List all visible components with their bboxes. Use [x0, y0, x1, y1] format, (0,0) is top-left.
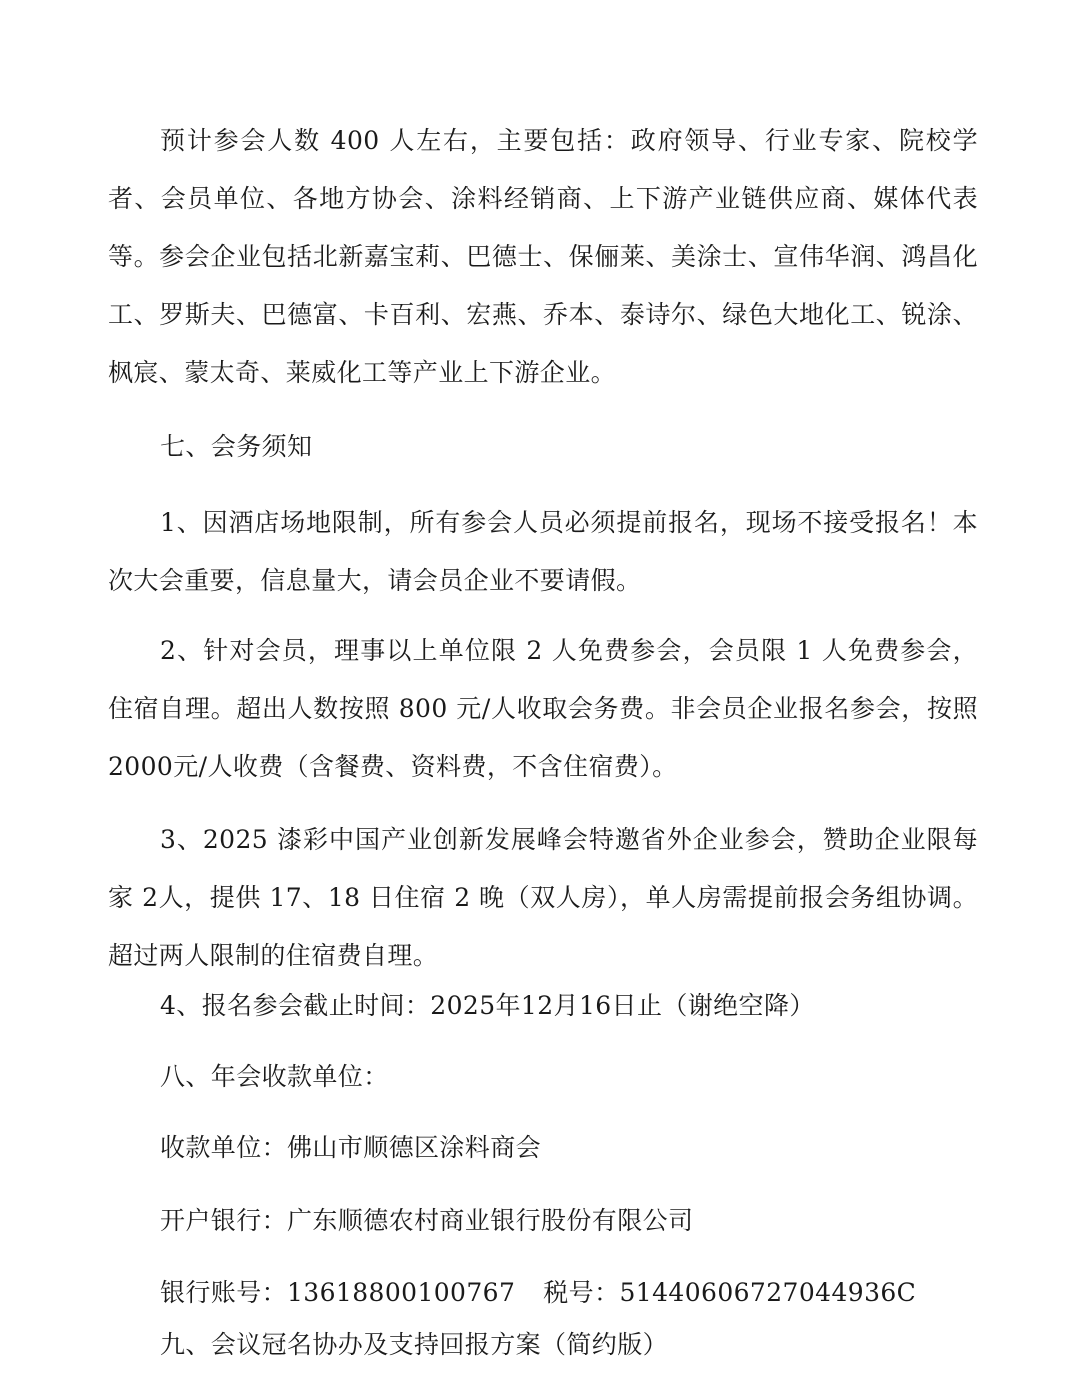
notice-item-2: 2、针对会员，理事以上单位限 2 人免费参会，会员限 1 人免费参会，住宿自理。超出人数按照 800 元/人收取会务费。非会员企业报名参会，按照 2000元/人收费（含餐费、资料费，不含住宿费）。: [108, 636, 978, 781]
notice-item-1: 1、因酒店场地限制，所有参会人员必须提前报名，现场不接受报名！本次大会重要，信息量大，请会员企业不要请假。: [108, 508, 978, 595]
section-7-heading: 七、会务须知: [160, 432, 313, 461]
notice-item-3: 3、2025 漆彩中国产业创新发展峰会特邀省外企业参会，赞助企业限每家 2人，提供 17、18 日住宿 2 晚（双人房），单人房需提前报会务组协调。超过两人限制的住宿费自理。: [108, 825, 978, 970]
attendees-paragraph: 预计参会人数 400 人左右，主要包括：政府领导、行业专家、院校学者、会员单位、各地方协会、涂料经销商、上下游产业链供应商、媒体代表等。参会企业包括北新嘉宝莉、巴德士、保俪莱、美涂士、宣伟华润、鸿昌化工、罗斯夫、巴德富、卡百利、宏燕、乔本、泰诗尔、绿色大地化工、锐涂、枫宸、蒙太奇、莱威化工等产业上下游企业。: [108, 126, 978, 387]
account-line: [160, 1273, 916, 1313]
payee-line: 收款单位：佛山市顺德区涂料商会: [160, 1133, 542, 1162]
tax-id: 税号：51440606727044936C: [543, 1278, 917, 1307]
bank-account: 银行账号：13618800100767: [160, 1278, 516, 1307]
section-9-heading: 九、会议冠名协办及支持回报方案（简约版）: [160, 1330, 669, 1359]
bank-line: 开户银行：广东顺德农村商业银行股份有限公司: [160, 1206, 694, 1235]
notice-item-4: 4、报名参会截止时间：2025年12月16日止（谢绝空降）: [160, 991, 815, 1020]
section-8-heading: 八、年会收款单位：: [160, 1062, 389, 1091]
